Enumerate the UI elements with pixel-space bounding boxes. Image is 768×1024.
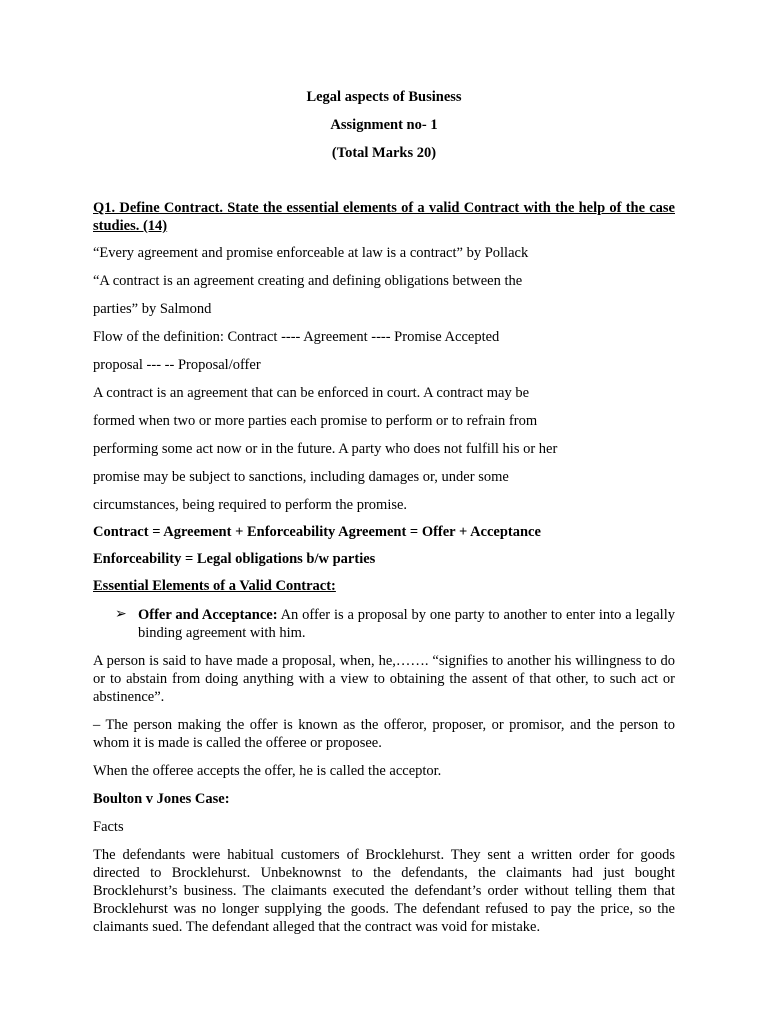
explanation-line-3: performing some act now or in the future. A party who does not fulfill his or her xyxy=(93,441,558,457)
explanation-line-4: promise may be subject to sanctions, including damages or, under some xyxy=(93,469,509,485)
bullet-offer-title: Offer and Acceptance: xyxy=(138,607,278,623)
acceptor-paragraph: When the offeree accepts the offer, he is called the acceptor. xyxy=(93,763,442,779)
proposal-paragraph: A person is said to have made a proposal, when, he,……. “signifies to another his willingness to do or to abstain from doing anything with a view to obtaining the assent of that other, to such act or abstinence”. xyxy=(93,653,675,705)
facts-label: Facts xyxy=(93,819,124,835)
definition-flow-line-2: proposal --- -- Proposal/offer xyxy=(93,357,261,373)
offeror-paragraph: – The person making the offer is known as the offeror, proposer, or promisor, and the person to whom it is made is called the offeree or proposee. xyxy=(93,717,675,751)
definition-flow-line-1: Flow of the definition: Contract ---- Agreement ---- Promise Accepted xyxy=(93,329,500,345)
definition-pollack: “Every agreement and promise enforceable at law is a contract” by Pollack xyxy=(93,245,529,261)
facts-paragraph: The defendants were habitual customers of Brocklehurst. They sent a written order for goods directed to Brocklehurst. Unbeknownst to the defendants, the claimants had just bought Brocklehurst’s business. The claimants executed the defendant’s order without telling them that Brocklehurst was no longer supplying the goods. The defendant refused to pay the price, so the claimants sued. The defendant alleged that the contract was void for mistake. xyxy=(93,847,675,935)
explanation-line-5: circumstances, being required to perform the promise. xyxy=(93,497,408,513)
question-heading: Q1. Define Contract. State the essential elements of a valid Contract with the help of the case studies. (14) xyxy=(93,200,675,234)
elements-heading: Essential Elements of a Valid Contract: xyxy=(93,578,336,594)
definition-salmond-line-2: parties” by Salmond xyxy=(93,301,212,317)
case-title: Boulton v Jones Case: xyxy=(93,791,230,807)
explanation-line-1: A contract is an agreement that can be enforced in court. A contract may be xyxy=(93,385,530,401)
marks-title: (Total Marks 20) xyxy=(331,145,437,161)
bullet-offer-text xyxy=(138,606,675,642)
arrow-bullet-icon: ➢ xyxy=(115,607,127,622)
definition-salmond-line-1: “A contract is an agreement creating and defining obligations between the xyxy=(93,273,523,289)
assignment-title: Assignment no- 1 xyxy=(330,117,438,133)
formula-contract: Contract = Agreement + Enforceability Agreement = Offer + Acceptance xyxy=(93,524,541,540)
formula-enforceability: Enforceability = Legal obligations b/w parties xyxy=(93,551,376,567)
subject-title: Legal aspects of Business xyxy=(306,89,462,105)
bullet-offer-description: An offer is a proposal by one party to another to enter into a legally binding agreement with him. xyxy=(138,607,675,641)
explanation-line-2: formed when two or more parties each promise to perform or to refrain from xyxy=(93,413,538,429)
